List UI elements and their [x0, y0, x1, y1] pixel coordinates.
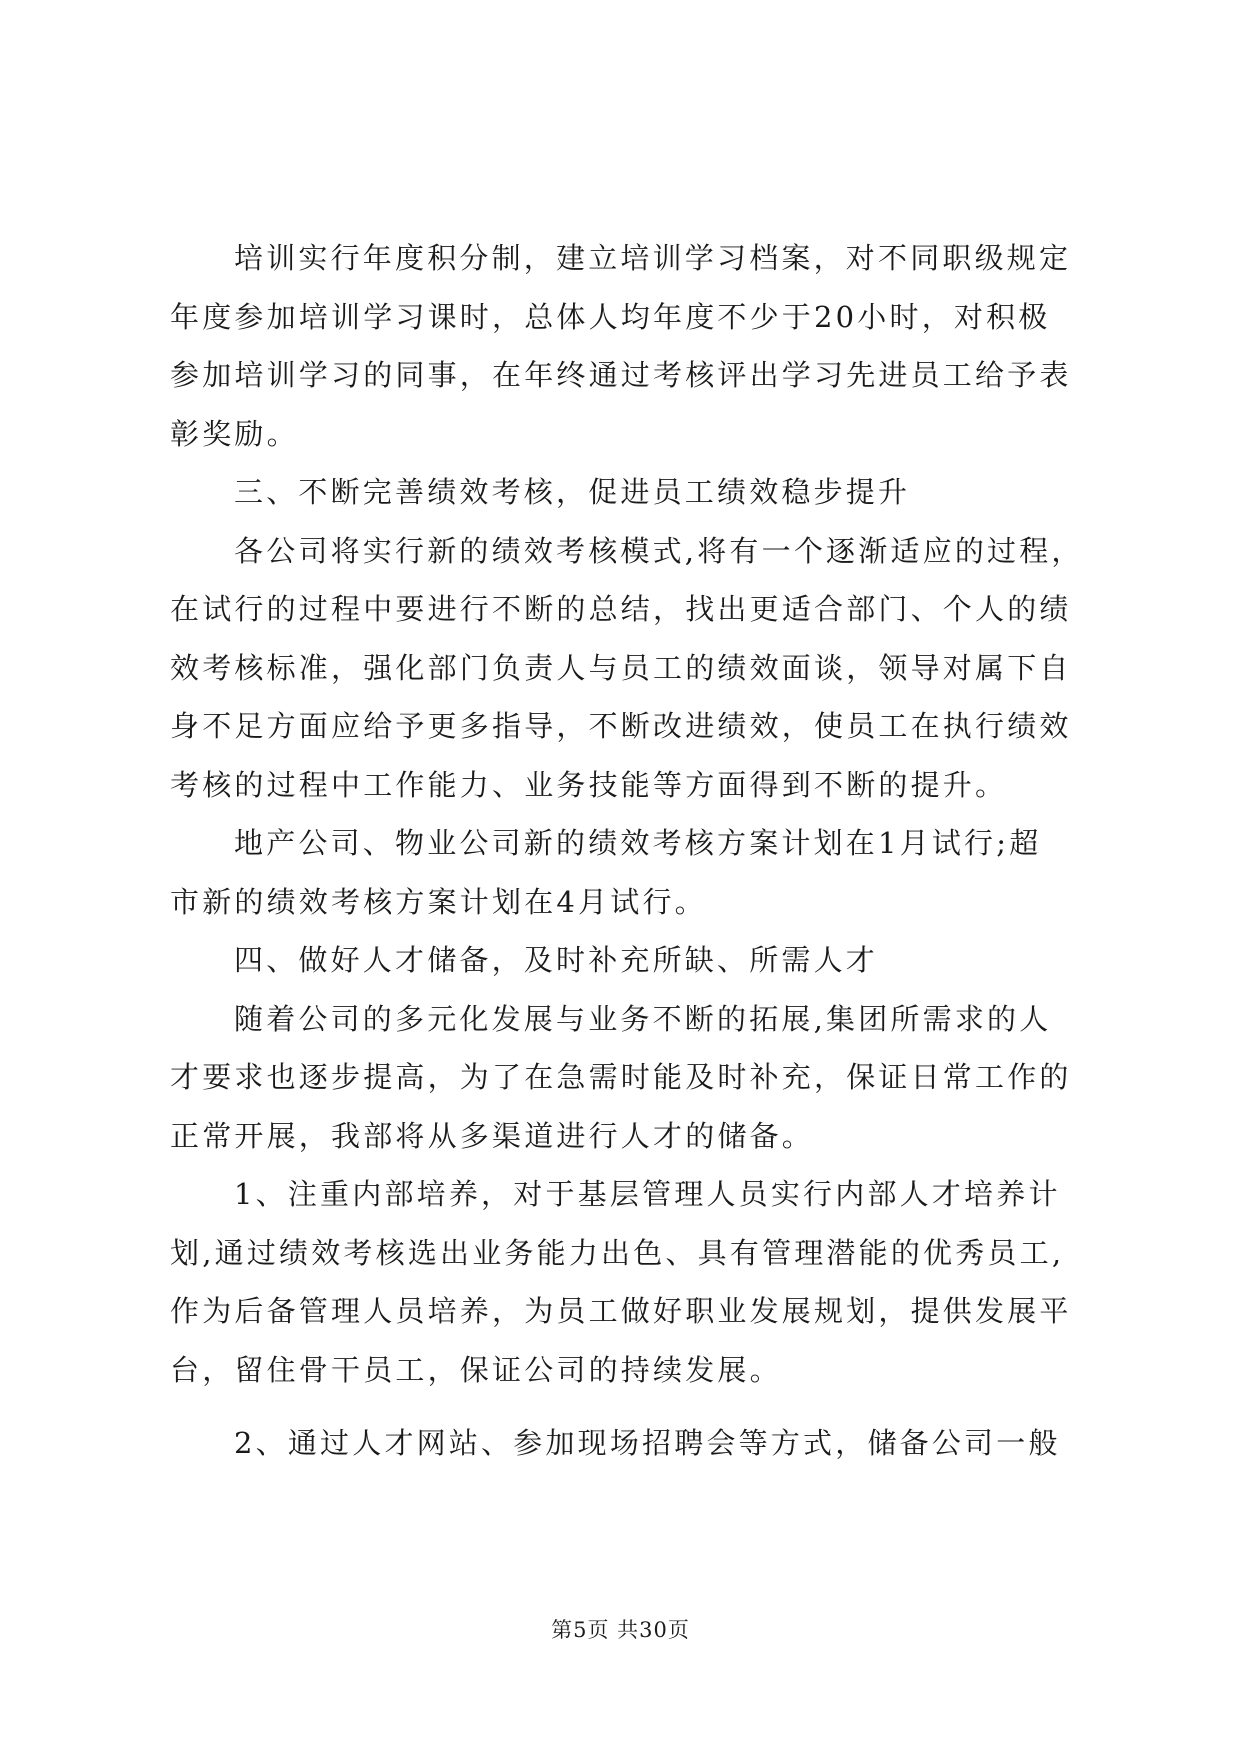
section-heading: 三、不断完善绩效考核，促进员工绩效稳步提升 — [234, 475, 911, 509]
page-number: 第5页 共30页 — [551, 1618, 690, 1642]
paragraph-line: 年度参加培训学习课时，总体人均年度不少于20小时，对积极 — [170, 299, 1051, 334]
paragraph-line: 1、注重内部培养，对于基层管理人员实行内部人才培养计 — [234, 1177, 1061, 1211]
paragraph-line: 2、通过人才网站、参加现场招聘会等方式，储备公司一般 — [234, 1426, 1061, 1460]
paragraph-line: 随着公司的多元化发展与业务不断的拓展,集团所需求的人 — [234, 1001, 1052, 1036]
paragraph-line: 考核的过程中工作能力、业务技能等方面得到不断的提升。 — [170, 767, 1008, 802]
paragraph-line: 身不足方面应给予更多指导，不断改进绩效，使员工在执行绩效 — [170, 709, 1072, 743]
paragraph-line: 台，留住骨干员工，保证公司的持续发展。 — [170, 1352, 782, 1387]
paragraph-line: 才要求也逐步提高，为了在急需时能及时补充，保证日常工作的 — [170, 1060, 1072, 1094]
paragraph-line: 参加培训学习的同事，在年终通过考核评出学习先进员工给予表 — [170, 358, 1072, 392]
paragraph-line: 正常开展，我部将从多渠道进行人才的储备。 — [170, 1118, 815, 1153]
section-heading: 四、做好人才储备，及时补充所缺、所需人才 — [234, 943, 879, 977]
paragraph-line: 彰奖励。 — [170, 416, 299, 451]
paragraph-line: 地产公司、物业公司新的绩效考核方案计划在1月试行;超 — [234, 826, 1042, 860]
paragraph-line: 在试行的过程中要进行不断的总结，找出更适合部门、个人的绩 — [170, 592, 1072, 626]
paragraph-line: 培训实行年度积分制，建立培训学习档案，对不同职级规定 — [234, 241, 1072, 275]
paragraph-line: 各公司将实行新的绩效考核模式,将有一个逐渐适应的过程， — [234, 533, 1084, 568]
paragraph-line: 作为后备管理人员培养，为员工做好职业发展规划，提供发展平 — [170, 1294, 1072, 1328]
paragraph-line: 效考核标准，强化部门负责人与员工的绩效面谈，领导对属下自 — [170, 650, 1072, 685]
paragraph-line: 划,通过绩效考核选出业务能力出色、具有管理潜能的优秀员工, — [170, 1235, 1065, 1270]
document-body — [170, 229, 1084, 1473]
paragraph-line: 市新的绩效考核方案计划在4月试行。 — [170, 884, 707, 919]
